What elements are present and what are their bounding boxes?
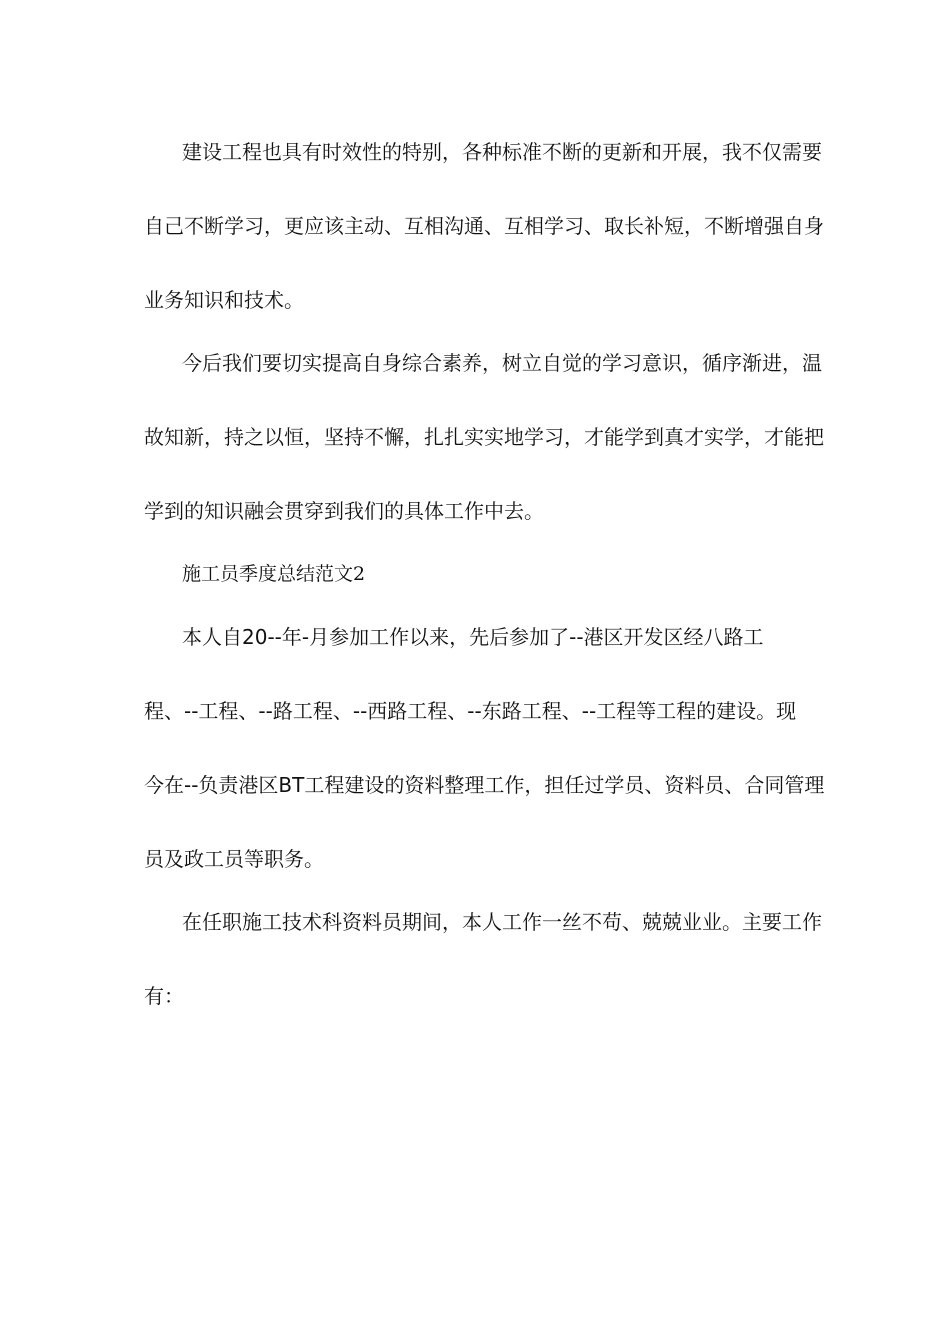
paragraph-line: 建设工程也具有时效性的特别，各种标准不断的更新和开展，我不仅需要 bbox=[182, 140, 822, 164]
paragraph-line: 有： bbox=[144, 984, 184, 1008]
paragraph-line: 今在--负责港区BT工程建设的资料整理工作，担任过学员、资料员、合同管理 bbox=[144, 773, 825, 797]
paragraph-line: 今后我们要切实提高自身综合素养，树立自觉的学习意识，循序渐进，温 bbox=[182, 351, 822, 375]
paragraph-line: 故知新，持之以恒，坚持不懈，扎扎实实地学习，才能学到真才实学，才能把 bbox=[144, 425, 824, 449]
paragraph-line: 在任职施工技术科资料员期间，本人工作一丝不苟、兢兢业业。主要工作 bbox=[182, 910, 822, 934]
paragraph-line: 自己不断学习，更应该主动、互相沟通、互相学习、取长补短，不断增强自身 bbox=[144, 214, 824, 238]
paragraph-line: 业务知识和技术。 bbox=[144, 288, 304, 312]
paragraph-line: 员及政工员等职务。 bbox=[144, 847, 324, 871]
section-heading: 施工员季度总结范文2 bbox=[182, 563, 366, 585]
paragraph-line: 本人自20--年-月参加工作以来，先后参加了--港区开发区经八路工 bbox=[182, 625, 764, 649]
paragraph-line: 学到的知识融会贯穿到我们的具体工作中去。 bbox=[144, 499, 544, 523]
paragraph-line: 程、--工程、--路工程、--西路工程、--东路工程、--工程等工程的建设。现 bbox=[144, 699, 797, 723]
